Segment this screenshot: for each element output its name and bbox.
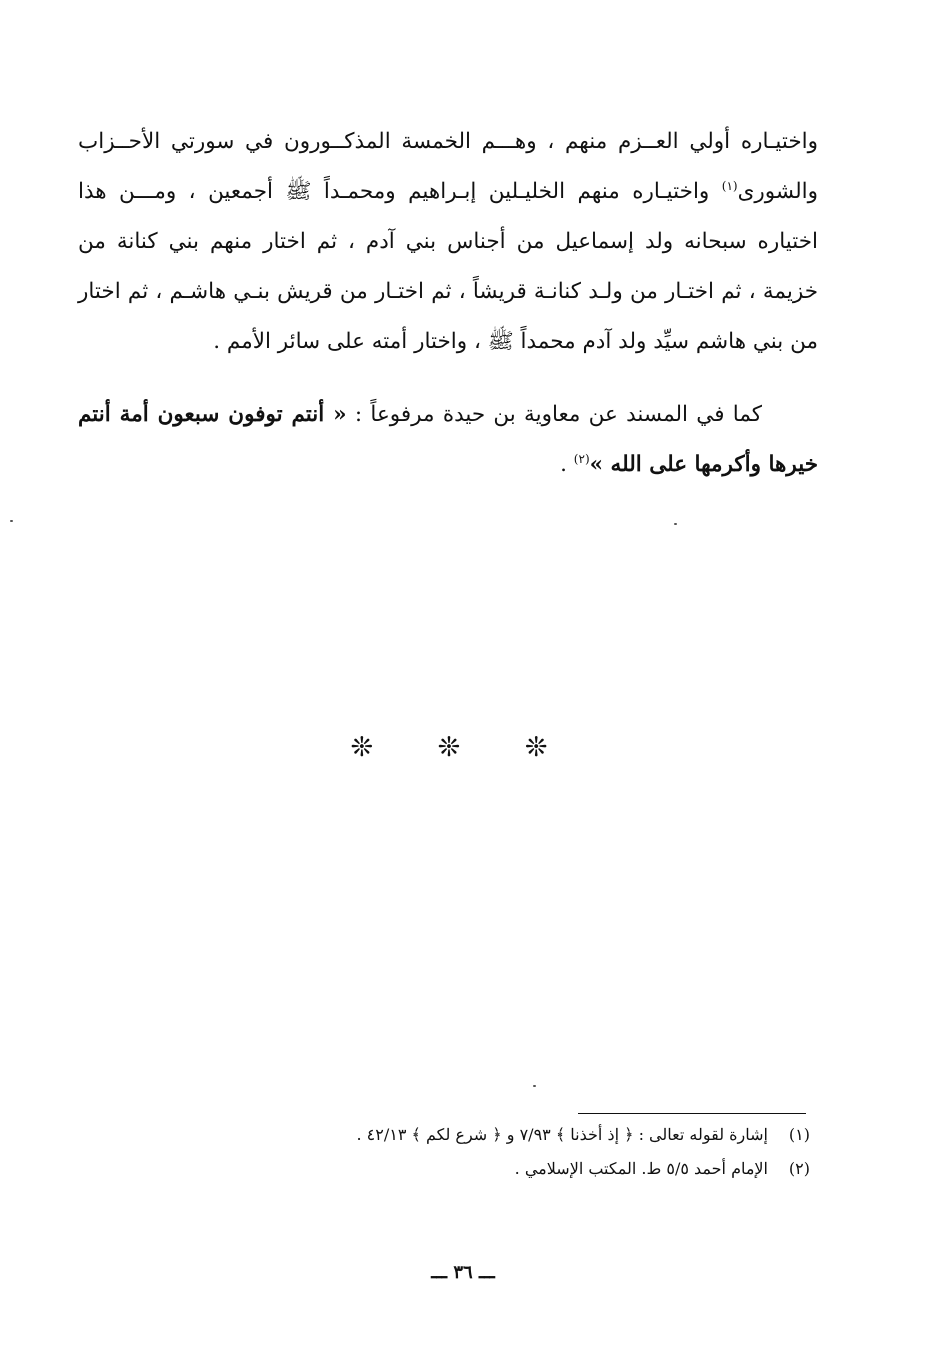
footnote-text: إشارة لقوله تعالى : ﴿ إذ أخذنا ﴾ ٧/٩٣ و ﴿ شرع لكم ﴾ ٤٢/١٣ . [356, 1125, 768, 1144]
footnote-ref-2: (٢) [573, 451, 590, 466]
section-separator: ❊ ❊ ❊ [350, 732, 576, 763]
footnote-1 [150, 1118, 810, 1152]
footnote-divider [578, 1113, 806, 1114]
paragraph-2-end: . [560, 452, 574, 477]
footnote-text: الإمام أحمد ٥/٥ ط. المكتب الإسلامي . [514, 1159, 768, 1178]
paragraph-1 [78, 117, 818, 367]
footnotes [150, 1118, 810, 1186]
hadith-quote: « أنتم توفون سبعون أمة أنتم خيرها وأكرمها على الله » [78, 402, 818, 477]
footnote-number: (٢) [788, 1159, 810, 1178]
scan-speck [533, 1085, 536, 1087]
footnote-2 [150, 1152, 810, 1186]
footnote-ref-1: (١) [721, 178, 738, 193]
paragraph-1-continued: واختيـاره منهم الخليـلين إبـراهيم ومحمـداً ﷺ أجمعين ، ومـــن هذا اختياره سبحانه ولد إسماعيل من أجناس بني آدم ، ثم اختار منهم بني كنانة من خزيمة ، ثم اختـار من ولـد كنانـة قريشاً ، ثم اختـار من قريش بنـي هاشـم ، ثم اختار من بني هاشم سيِّد ولد آدم محمداً ﷺ ، واختار أمته على سائر الأمم . [78, 179, 818, 354]
paragraph-2 [78, 390, 818, 490]
scan-speck [674, 523, 677, 525]
scan-speck [10, 520, 13, 522]
footnote-number: (١) [788, 1125, 810, 1144]
page-number: ـــ ٣٦ ـــ [431, 1262, 495, 1283]
paragraph-2-intro: كما في المسند عن معاوية بن حيدة مرفوعاً : [346, 402, 762, 427]
paragraph-1-text: واختيـاره أولي العــزم منهم ، وهـــم الخمسة المذكــورون في سورتي الأحــزاب والشورى [78, 129, 818, 204]
